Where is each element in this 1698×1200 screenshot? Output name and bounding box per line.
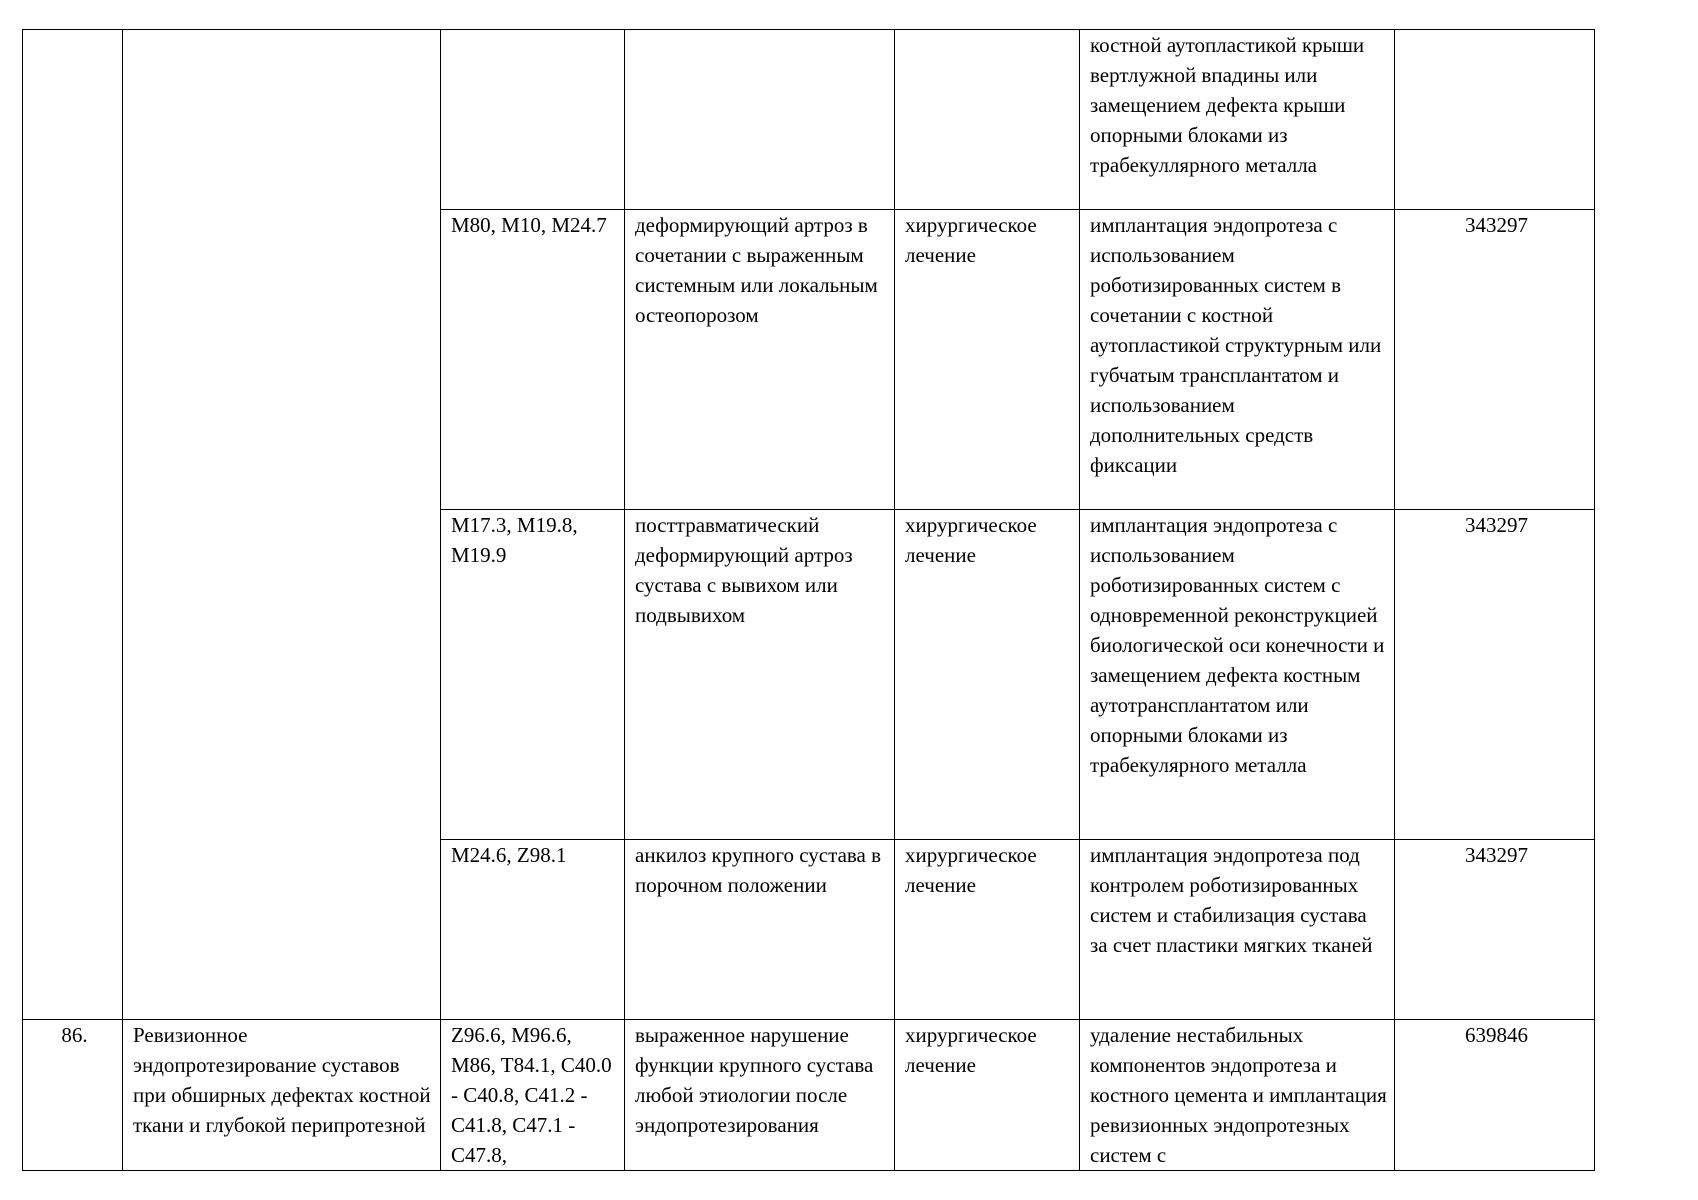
cost-cell: 639846 [1395,1020,1595,1171]
treatment-method-cell: имплантация эндопротеза под контролем роботизированных систем и стабилизация сустава за счет пластики мягких тканей [1080,840,1395,1020]
treatment-type-cell: хирургическое лечение [895,510,1080,840]
row-number-cell [23,30,123,1020]
patient-model-cell: посттравматический деформирующий артроз сустава с вывихом или подвывихом [625,510,895,840]
icd-codes-cell: M17.3, M19.8, M19.9 [441,510,625,840]
row-number-cell: 86. [23,1020,123,1171]
icd-codes-cell [441,30,625,210]
treatment-type-cell: хирургическое лечение [895,210,1080,510]
icd-codes-cell: M24.6, Z98.1 [441,840,625,1020]
treatment-method-cell: костной аутопластикой крыши вертлужной впадины или замещением дефекта крыши опорными блоками из трабекуллярного металла [1080,30,1395,210]
treatment-method-cell: удаление нестабильных компонентов эндопротеза и костного цемента и имплантация ревизионных эндопротезных систем с [1080,1020,1395,1171]
treatment-method-cell: имплантация эндопротеза с использованием роботизированных систем в сочетании с костной аутопластикой структурным или губчатым трансплантатом и использованием дополнительных средств фиксации [1080,210,1395,510]
medical-care-table [22,29,1595,1171]
cost-cell: 343297 [1395,840,1595,1020]
treatment-type-cell: хирургическое лечение [895,840,1080,1020]
patient-model-cell: выраженное нарушение функции крупного сустава любой этиологии после эндопротезирования [625,1020,895,1171]
icd-codes-cell: Z96.6, M96.6, M86, T84.1, C40.0 - C40.8, C41.2 - C41.8, C47.1 - C47.8, [441,1020,625,1171]
patient-model-cell: деформирующий артроз в сочетании с выраженным системным или локальным остеопорозом [625,210,895,510]
patient-model-cell [625,30,895,210]
table-row [23,1020,1595,1171]
treatment-method-cell: имплантация эндопротеза с использованием роботизированных систем с одновременной реконструкцией биологической оси конечности и замещением дефекта костным аутотрансплантатом или опорными блоками из трабекулярного металла [1080,510,1395,840]
care-type-cell: Ревизионное эндопротезирование суставов при обширных дефектах костной ткани и глубокой перипротезной [123,1020,441,1171]
treatment-type-cell [895,30,1080,210]
cost-cell: 343297 [1395,210,1595,510]
care-type-cell [123,30,441,1020]
cost-cell [1395,30,1595,210]
icd-codes-cell: M80, M10, M24.7 [441,210,625,510]
table-row [23,30,1595,210]
treatment-type-cell: хирургическое лечение [895,1020,1080,1171]
cost-cell: 343297 [1395,510,1595,840]
patient-model-cell: анкилоз крупного сустава в порочном положении [625,840,895,1020]
